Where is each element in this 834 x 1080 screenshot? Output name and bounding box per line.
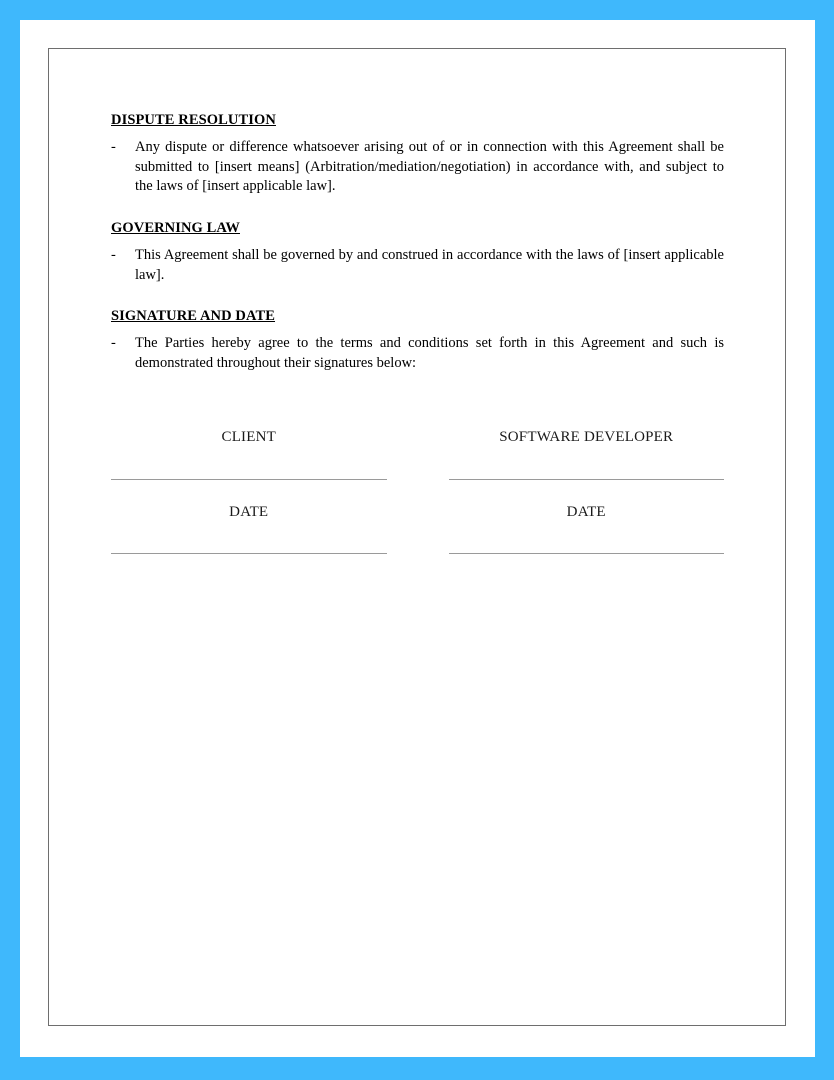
- signature-party-label-client: CLIENT: [221, 428, 277, 445]
- date-line-client[interactable]: [111, 553, 387, 554]
- signature-column-software-developer: [418, 428, 725, 554]
- signature-party-label-software-developer: SOFTWARE DEVELOPER: [499, 428, 674, 445]
- signature-date-label-software-developer: DATE: [566, 503, 606, 520]
- bullet-dash-marker: -: [111, 335, 116, 352]
- bullet-item-governing-law: [111, 246, 724, 285]
- bullet-item-signature-and-date: [111, 334, 724, 373]
- signature-date-label-client: DATE: [229, 503, 269, 520]
- date-line-software-developer[interactable]: [449, 553, 725, 554]
- bullet-item-dispute-resolution: [111, 138, 724, 197]
- document-page-sheet: [20, 20, 815, 1057]
- signature-line-client[interactable]: [111, 479, 387, 480]
- section-governing-law: [111, 219, 724, 285]
- document-body: [111, 111, 724, 554]
- bullet-dash-marker: -: [111, 139, 116, 156]
- bullet-dash-marker: -: [111, 247, 116, 264]
- signature-line-software-developer[interactable]: [449, 479, 725, 480]
- bullet-text-governing-law: This Agreement shall be governed by and construed in accordance with the laws of [insert applicable law].: [135, 247, 724, 283]
- section-heading-governing-law: GOVERNING LAW: [111, 219, 240, 236]
- bullet-text-signature-and-date: The Parties hereby agree to the terms and conditions set forth in this Agreement and such is demonstrated throughout their signatures below:: [135, 335, 724, 371]
- section-heading-dispute-resolution: DISPUTE RESOLUTION: [111, 112, 276, 128]
- section-signature-and-date: [111, 307, 724, 373]
- section-heading-signature-and-date: SIGNATURE AND DATE: [111, 308, 276, 325]
- paragraph-gap: [111, 197, 724, 219]
- page-border-frame: [48, 48, 786, 1026]
- signature-column-client: [111, 428, 418, 554]
- paragraph-gap: [111, 285, 724, 307]
- bullet-text-dispute-resolution: Any dispute or difference whatsoever arising out of or in connection with this Agreement shall be submitted to [insert means] (Arbitration/mediation/negotiation) in accordance with, and subject to the laws of [insert applicable law].: [135, 139, 724, 195]
- section-dispute-resolution: [111, 111, 724, 197]
- signature-block: [111, 428, 724, 554]
